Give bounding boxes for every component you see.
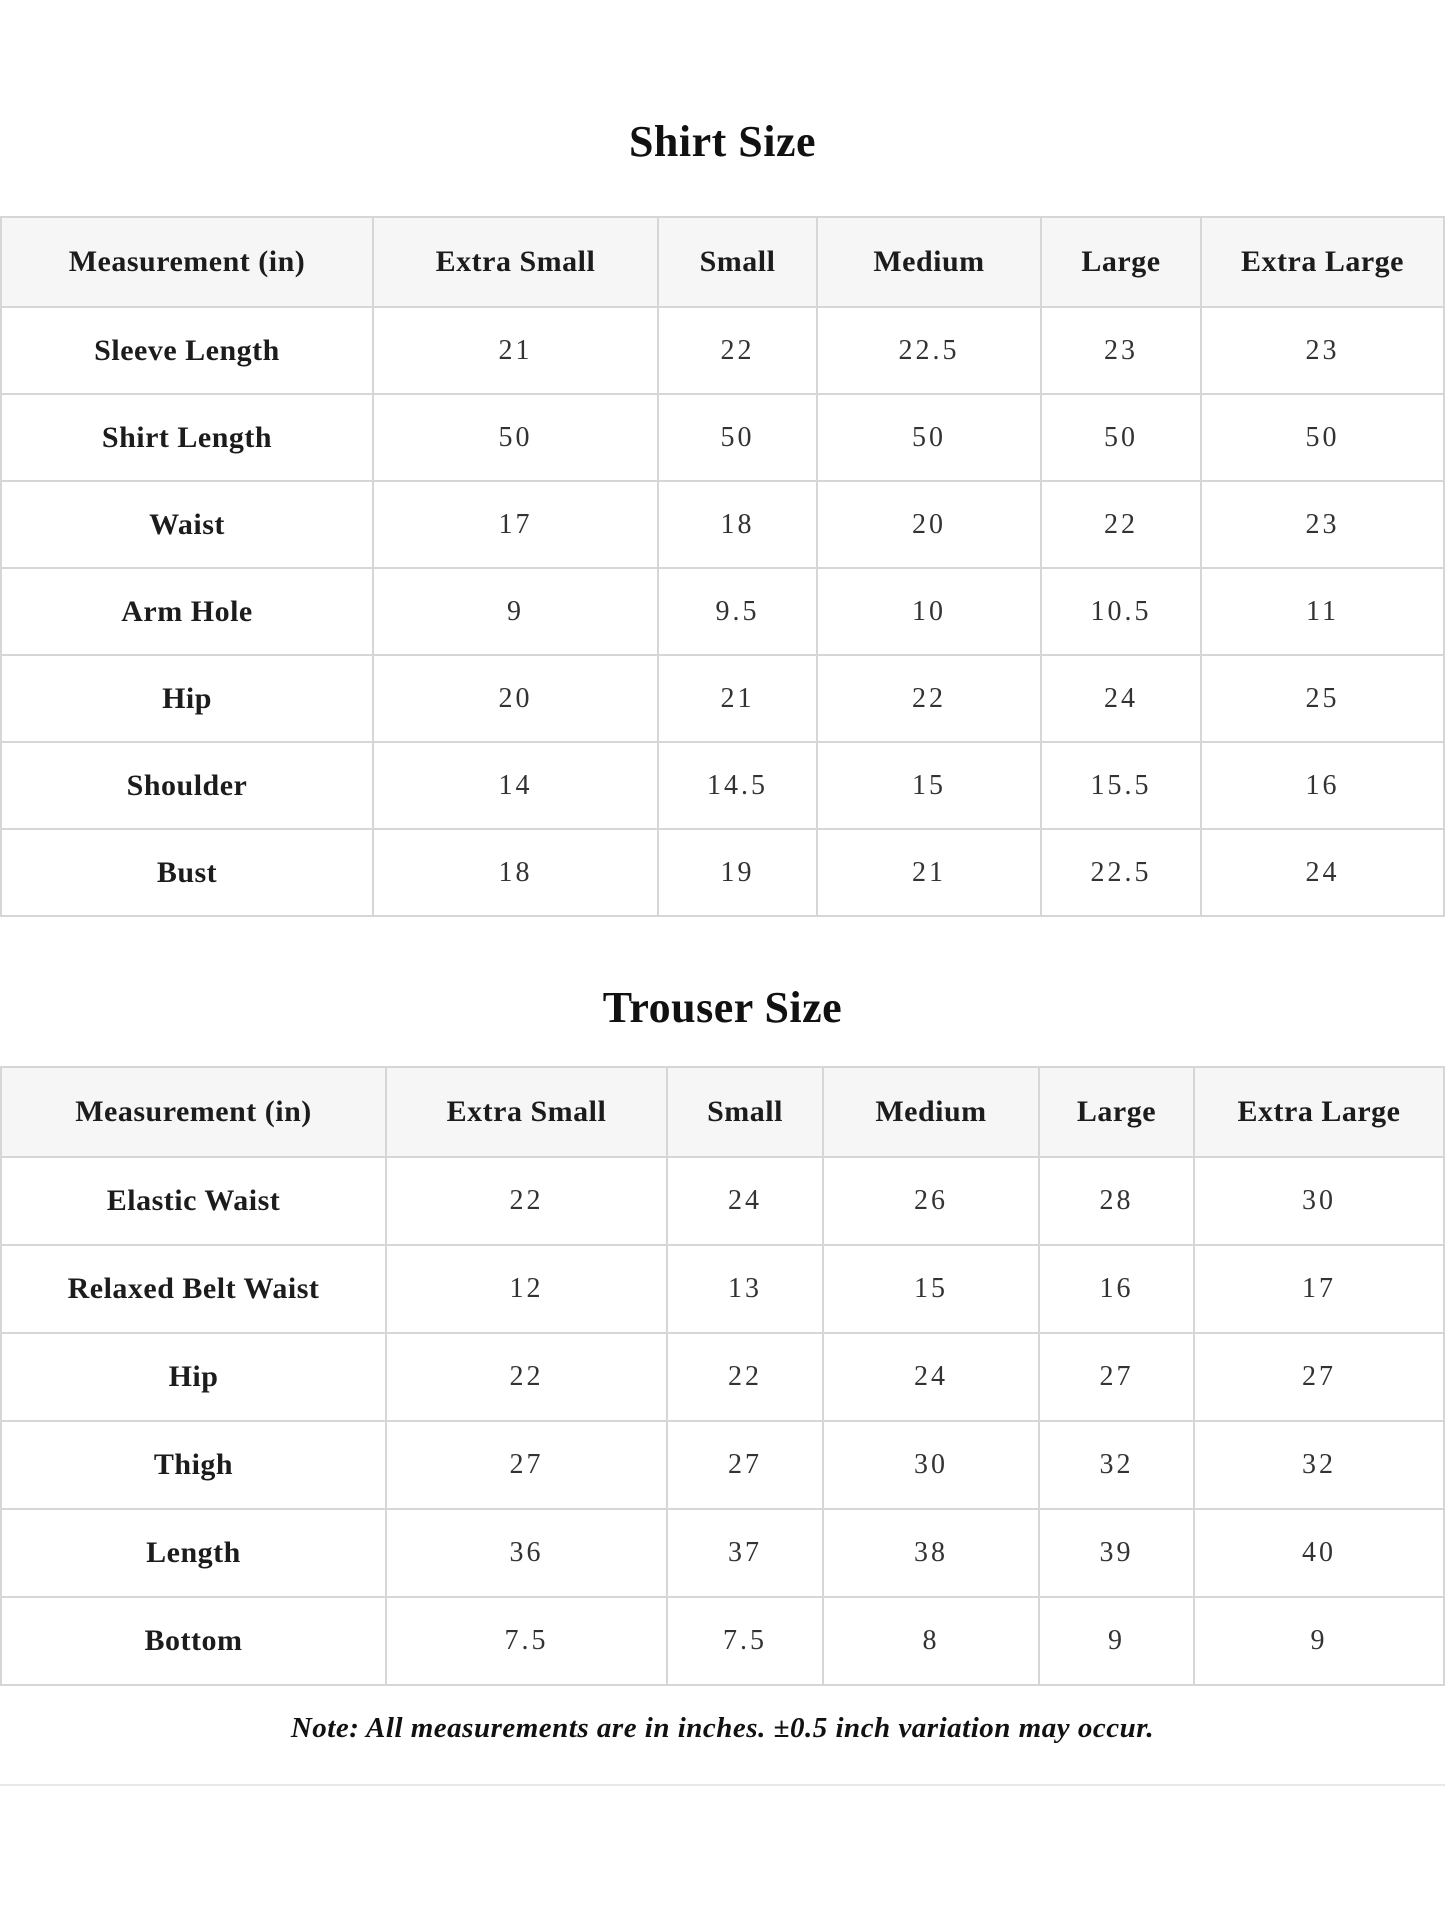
measurement-label: Bust bbox=[1, 829, 373, 916]
measurement-value: 30 bbox=[823, 1421, 1039, 1509]
measurement-value: 9 bbox=[373, 568, 658, 655]
measurement-label: Bottom bbox=[1, 1597, 386, 1685]
measurement-value: 22 bbox=[386, 1157, 667, 1245]
measurement-value: 25 bbox=[1201, 655, 1444, 742]
measurement-column-header: Measurement (in) bbox=[1, 217, 373, 307]
measurement-note: Note: All measurements are in inches. ±0.5 inch variation may occur. bbox=[290, 1712, 1155, 1744]
shirt-table-header bbox=[1, 217, 1444, 307]
measurement-value: 16 bbox=[1201, 742, 1444, 829]
measurement-label: Thigh bbox=[1, 1421, 386, 1509]
measurement-value: 50 bbox=[373, 394, 658, 481]
measurement-value: 17 bbox=[1194, 1245, 1444, 1333]
measurement-value: 11 bbox=[1201, 568, 1444, 655]
measurement-label: Relaxed Belt Waist bbox=[1, 1245, 386, 1333]
measurement-label: Shirt Length bbox=[1, 394, 373, 481]
measurement-value: 24 bbox=[823, 1333, 1039, 1421]
measurement-value: 18 bbox=[373, 829, 658, 916]
measurement-value: 22 bbox=[658, 307, 817, 394]
measurement-value: 18 bbox=[658, 481, 817, 568]
measurement-value: 15 bbox=[817, 742, 1041, 829]
size-column-header: Extra Small bbox=[386, 1067, 667, 1157]
header-row bbox=[1, 217, 1444, 307]
measurement-value: 50 bbox=[658, 394, 817, 481]
trouser-size-table bbox=[0, 1066, 1445, 1686]
measurement-value: 27 bbox=[667, 1421, 823, 1509]
measurement-value: 22 bbox=[1041, 481, 1201, 568]
measurement-value: 50 bbox=[1041, 394, 1201, 481]
table-row bbox=[1, 1421, 1444, 1509]
measurement-column-header: Measurement (in) bbox=[1, 1067, 386, 1157]
measurement-value: 50 bbox=[1201, 394, 1444, 481]
measurement-value: 24 bbox=[1041, 655, 1201, 742]
table-row bbox=[1, 1597, 1444, 1685]
measurement-value: 7.5 bbox=[386, 1597, 667, 1685]
measurement-value: 10.5 bbox=[1041, 568, 1201, 655]
shirt-size-table bbox=[0, 216, 1445, 917]
table-row bbox=[1, 1333, 1444, 1421]
measurement-label: Hip bbox=[1, 1333, 386, 1421]
measurement-value: 14.5 bbox=[658, 742, 817, 829]
measurement-value: 23 bbox=[1201, 481, 1444, 568]
trouser-table-header bbox=[1, 1067, 1444, 1157]
measurement-value: 26 bbox=[823, 1157, 1039, 1245]
measurement-label: Length bbox=[1, 1509, 386, 1597]
measurement-value: 9 bbox=[1039, 1597, 1194, 1685]
measurement-value: 21 bbox=[373, 307, 658, 394]
measurement-value: 22 bbox=[386, 1333, 667, 1421]
measurement-value: 37 bbox=[667, 1509, 823, 1597]
measurement-value: 39 bbox=[1039, 1509, 1194, 1597]
measurement-value: 32 bbox=[1194, 1421, 1444, 1509]
size-column-header: Large bbox=[1039, 1067, 1194, 1157]
measurement-value: 12 bbox=[386, 1245, 667, 1333]
table-row bbox=[1, 568, 1444, 655]
measurement-value: 23 bbox=[1041, 307, 1201, 394]
size-column-header: Small bbox=[667, 1067, 823, 1157]
table-row bbox=[1, 1509, 1444, 1597]
measurement-value: 28 bbox=[1039, 1157, 1194, 1245]
measurement-label: Waist bbox=[1, 481, 373, 568]
measurement-value: 20 bbox=[373, 655, 658, 742]
size-column-header: Extra Small bbox=[373, 217, 658, 307]
measurement-value: 9.5 bbox=[658, 568, 817, 655]
size-column-header: Medium bbox=[823, 1067, 1039, 1157]
size-column-header: Extra Large bbox=[1194, 1067, 1444, 1157]
measurement-value: 15 bbox=[823, 1245, 1039, 1333]
measurement-value: 22 bbox=[817, 655, 1041, 742]
measurement-value: 20 bbox=[817, 481, 1041, 568]
measurement-label: Sleeve Length bbox=[1, 307, 373, 394]
measurement-value: 21 bbox=[817, 829, 1041, 916]
measurement-label: Hip bbox=[1, 655, 373, 742]
bottom-divider bbox=[0, 1784, 1445, 1786]
measurement-value: 8 bbox=[823, 1597, 1039, 1685]
measurement-value: 7.5 bbox=[667, 1597, 823, 1685]
measurement-value: 24 bbox=[1201, 829, 1444, 916]
table-row bbox=[1, 481, 1444, 568]
table-row bbox=[1, 394, 1444, 481]
measurement-value: 14 bbox=[373, 742, 658, 829]
measurement-value: 30 bbox=[1194, 1157, 1444, 1245]
measurement-value: 32 bbox=[1039, 1421, 1194, 1509]
measurement-value: 27 bbox=[1039, 1333, 1194, 1421]
shirt-table-body bbox=[1, 307, 1444, 916]
table-row bbox=[1, 829, 1444, 916]
measurement-value: 40 bbox=[1194, 1509, 1444, 1597]
header-row bbox=[1, 1067, 1444, 1157]
measurement-label: Elastic Waist bbox=[1, 1157, 386, 1245]
measurement-value: 38 bbox=[823, 1509, 1039, 1597]
measurement-value: 22.5 bbox=[1041, 829, 1201, 916]
measurement-value: 50 bbox=[817, 394, 1041, 481]
measurement-value: 9 bbox=[1194, 1597, 1444, 1685]
measurement-value: 21 bbox=[658, 655, 817, 742]
measurement-value: 15.5 bbox=[1041, 742, 1201, 829]
measurement-value: 27 bbox=[386, 1421, 667, 1509]
measurement-value: 23 bbox=[1201, 307, 1444, 394]
measurement-value: 17 bbox=[373, 481, 658, 568]
measurement-value: 36 bbox=[386, 1509, 667, 1597]
shirt-size-title: Shirt Size bbox=[628, 117, 817, 166]
measurement-value: 13 bbox=[667, 1245, 823, 1333]
size-column-header: Small bbox=[658, 217, 817, 307]
table-row bbox=[1, 655, 1444, 742]
trouser-size-title: Trouser Size bbox=[602, 983, 843, 1032]
measurement-value: 27 bbox=[1194, 1333, 1444, 1421]
table-row bbox=[1, 1245, 1444, 1333]
measurement-value: 16 bbox=[1039, 1245, 1194, 1333]
table-row bbox=[1, 1157, 1444, 1245]
measurement-label: Shoulder bbox=[1, 742, 373, 829]
measurement-value: 19 bbox=[658, 829, 817, 916]
measurement-value: 22 bbox=[667, 1333, 823, 1421]
size-column-header: Medium bbox=[817, 217, 1041, 307]
trouser-table-body bbox=[1, 1157, 1444, 1685]
size-column-header: Large bbox=[1041, 217, 1201, 307]
table-row bbox=[1, 742, 1444, 829]
measurement-value: 24 bbox=[667, 1157, 823, 1245]
table-row bbox=[1, 307, 1444, 394]
measurement-value: 10 bbox=[817, 568, 1041, 655]
measurement-value: 22.5 bbox=[817, 307, 1041, 394]
measurement-label: Arm Hole bbox=[1, 568, 373, 655]
size-column-header: Extra Large bbox=[1201, 217, 1444, 307]
